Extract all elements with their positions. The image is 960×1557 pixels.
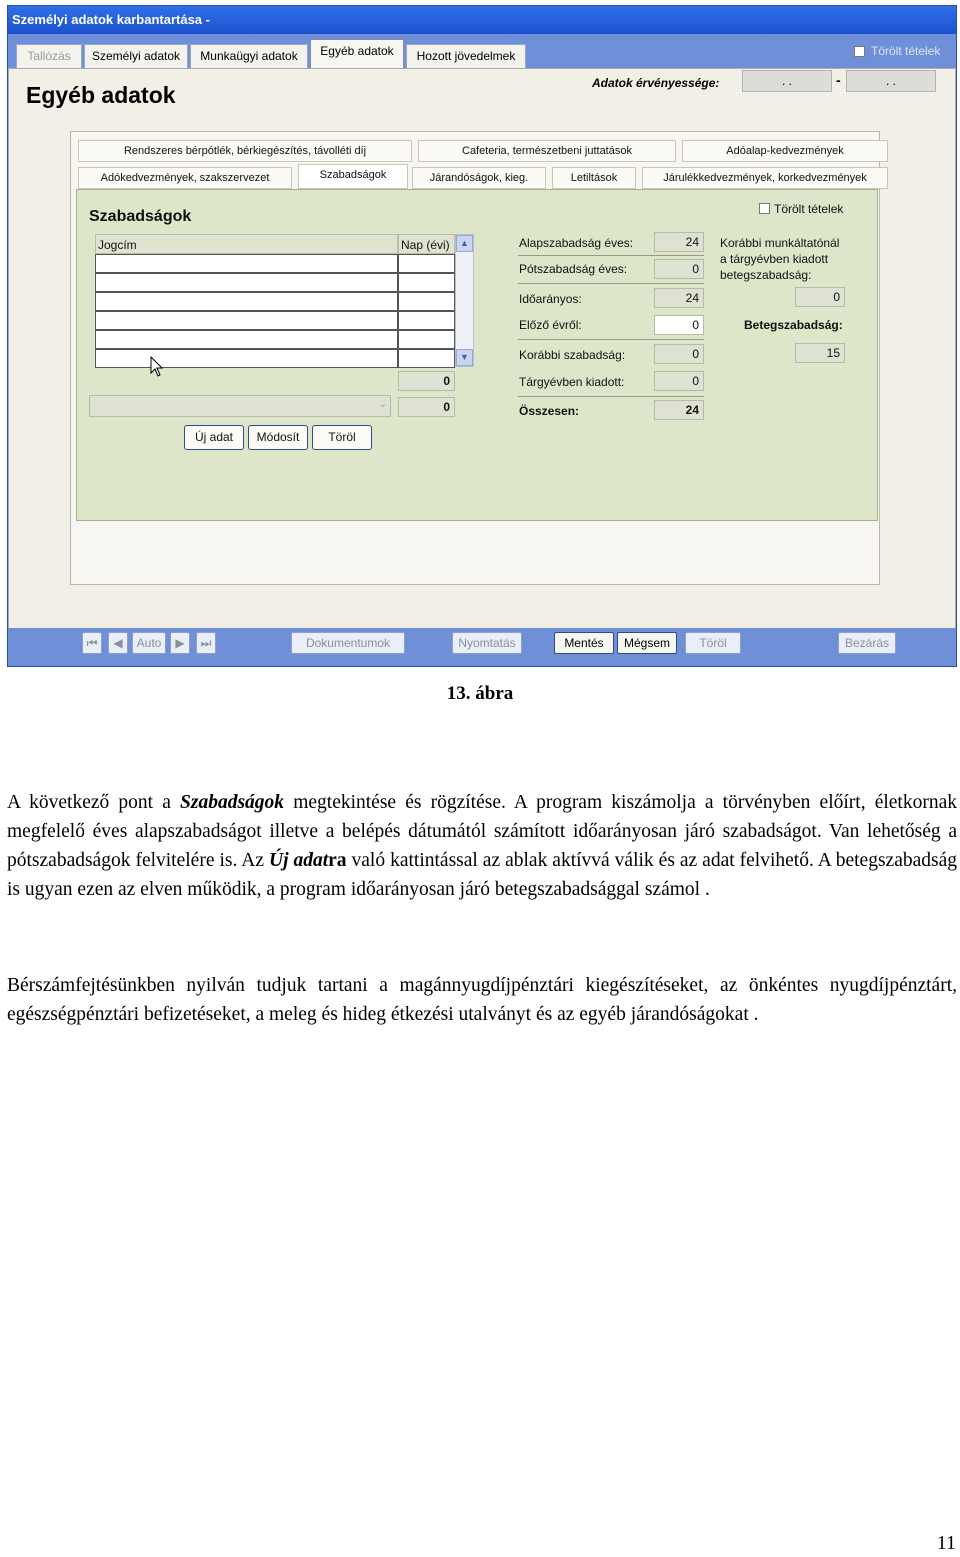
- prev-employer-label-1: Korábbi munkáltatónál: [720, 236, 840, 250]
- divider: [518, 255, 704, 256]
- grid-total-1: 0: [398, 371, 455, 391]
- prev-year-field[interactable]: 0: [654, 315, 704, 335]
- first-record-icon[interactable]: ⏮: [82, 632, 102, 654]
- save-button[interactable]: Mentés: [554, 632, 614, 654]
- page-number: 11: [936, 1532, 956, 1554]
- scroll-down-icon[interactable]: ▼: [456, 349, 473, 366]
- subtab-cafeteria[interactable]: Cafeteria, természetbeni juttatások: [418, 140, 676, 162]
- validity-separator: -: [836, 72, 841, 88]
- divider: [518, 283, 704, 284]
- paragraph-1-text-a: A következő pont a: [7, 792, 181, 813]
- paragraph-1-text-c: való kattintással az ablak aktívvá válik és az adat felvihető. A betegszabadság is ugyan ezen az elven működik, a program időarányosan járó betegszabadsággal számol .: [7, 850, 957, 900]
- cancel-button[interactable]: Mégsem: [617, 632, 677, 654]
- issued-label: Tárgyévben kiadott:: [519, 375, 625, 389]
- validity-from-field[interactable]: . .: [742, 70, 832, 92]
- sick-leave-field: 15: [795, 343, 845, 363]
- grid-row[interactable]: [95, 330, 398, 349]
- subtab-letiltasok[interactable]: Letiltások: [552, 167, 636, 189]
- delete-button[interactable]: Töröl: [685, 632, 741, 654]
- extra-annual-field: 0: [654, 259, 704, 279]
- prev-employer-label-3: betegszabadság:: [720, 268, 812, 282]
- total-field: 24: [654, 400, 704, 420]
- subtab-szabadsagok[interactable]: Szabadságok: [298, 164, 408, 189]
- documents-button[interactable]: Dokumentumok: [291, 632, 405, 654]
- delete-entry-button[interactable]: Töröl: [312, 425, 372, 450]
- validity-label: Adatok érvényessége:: [592, 76, 720, 90]
- next-record-icon[interactable]: ▶: [170, 632, 190, 654]
- grid-row[interactable]: [95, 311, 398, 330]
- proportional-label: Időarányos:: [519, 292, 582, 306]
- modify-button[interactable]: Módosít: [248, 425, 308, 450]
- grid-row[interactable]: [398, 273, 455, 292]
- tab-egyeb-adatok[interactable]: Egyéb adatok: [310, 39, 404, 69]
- tab-munkaugyi-adatok[interactable]: Munkaügyi adatok: [190, 44, 308, 68]
- tab-hozott-jovedelmek[interactable]: Hozott jövedelmek: [406, 44, 526, 68]
- issued-field: 0: [654, 371, 704, 391]
- basic-annual-field: 24: [654, 232, 704, 252]
- subtab-adokedvezmenyek[interactable]: Adókedvezmények, szakszervezet: [78, 167, 292, 189]
- prev-employer-label-2: a tárgyévben kiadott: [720, 252, 829, 266]
- prev-employer-sick-field: 0: [795, 287, 845, 307]
- print-button[interactable]: Nyomtatás: [452, 632, 522, 654]
- jogcim-combo[interactable]: [89, 395, 391, 417]
- grid-scrollbar[interactable]: [455, 234, 474, 367]
- earlier-leave-field: 0: [654, 344, 704, 364]
- section-title: Szabadságok: [89, 208, 192, 225]
- proportional-field: 24: [654, 288, 704, 308]
- extra-annual-label: Pótszabadság éves:: [519, 262, 628, 276]
- subtab-berpotlek[interactable]: Rendszeres bérpótlék, bérkiegészítés, távolléti díj: [78, 140, 412, 162]
- subtab-adoalap-kedvezmenyek[interactable]: Adóalap-kedvezmények: [682, 140, 888, 162]
- subtab-jarandosagok[interactable]: Járandóságok, kieg.: [412, 167, 546, 189]
- paragraph-1-emphasis-1: Szabadságok: [180, 792, 285, 813]
- grid-row[interactable]: [398, 330, 455, 349]
- auto-button[interactable]: Auto: [132, 632, 166, 654]
- grid-row[interactable]: [398, 292, 455, 311]
- grid-row[interactable]: [398, 254, 455, 273]
- chevron-down-icon[interactable]: ⌄: [378, 399, 387, 410]
- page-title: Egyéb adatok: [26, 82, 176, 108]
- grid-header-nap[interactable]: Nap (évi): [398, 234, 455, 254]
- paragraph-1-emphasis-2: Új adat: [268, 850, 329, 871]
- grid-row[interactable]: [398, 311, 455, 330]
- tab-tallozas[interactable]: Tallózás: [16, 44, 82, 68]
- scroll-up-icon[interactable]: ▲: [456, 235, 473, 252]
- subtab-jarulekkedvezmenyek[interactable]: Járulékkedvezmények, korkedvezmények: [642, 167, 888, 189]
- divider: [518, 396, 704, 397]
- total-label: Összesen:: [519, 404, 580, 418]
- deleted-items-checkbox[interactable]: [759, 203, 770, 214]
- grid-row[interactable]: [398, 349, 455, 368]
- divider: [518, 339, 704, 340]
- window-title: Személyi adatok karbantartása -: [8, 6, 956, 34]
- deleted-items-label-top: Törölt tételek: [871, 44, 941, 58]
- paragraph-1: [7, 788, 957, 904]
- grid-row[interactable]: [95, 292, 398, 311]
- prev-year-label: Előző évről:: [519, 318, 582, 332]
- deleted-items-label: Törölt tételek: [774, 202, 844, 216]
- validity-to-field[interactable]: . .: [846, 70, 936, 92]
- figure-caption: 13. ábra: [446, 683, 514, 704]
- grid-header-jogcim[interactable]: Jogcím: [95, 234, 398, 254]
- tab-szemelyi-adatok[interactable]: Személyi adatok: [84, 44, 188, 68]
- paragraph-1-strong: ra: [328, 850, 347, 871]
- paragraph-2: Bérszámfejtésünkben nyilván tudjuk tartani a magánnyugdíjpénztári kiegészítéseket, az önkéntes nyugdíjpénztárt, egészségpénztári befizetéseket, a meleg és hideg étkezési utalványt és az egyéb járandóságokat .: [7, 975, 957, 1025]
- close-button[interactable]: Bezárás: [838, 632, 896, 654]
- grid-row[interactable]: [95, 349, 398, 368]
- main-tabbar: [8, 34, 956, 68]
- last-record-icon[interactable]: ⏭: [196, 632, 216, 654]
- paragraph-1-text-b: megtekintése és rögzítése. A program kiszámolja a törvényben előírt, életkornak megfelelő éves alapszabadságot illetve a belépés dátumától számított időarányosan járó szabadságot. Van lehetőség a pótszabadságok felvitelére is. Az: [7, 792, 958, 871]
- earlier-leave-label: Korábbi szabadság:: [519, 348, 626, 362]
- mouse-cursor-icon: [150, 356, 164, 378]
- prev-record-icon[interactable]: ◀: [108, 632, 128, 654]
- basic-annual-label: Alapszabadság éves:: [519, 236, 634, 250]
- grid-total-2: 0: [398, 397, 455, 417]
- deleted-items-checkbox-top[interactable]: [854, 46, 865, 57]
- grid-row[interactable]: [95, 273, 398, 292]
- sick-leave-label: Betegszabadság:: [744, 318, 843, 332]
- grid-row[interactable]: [95, 254, 398, 273]
- new-data-button[interactable]: Új adat: [184, 425, 244, 450]
